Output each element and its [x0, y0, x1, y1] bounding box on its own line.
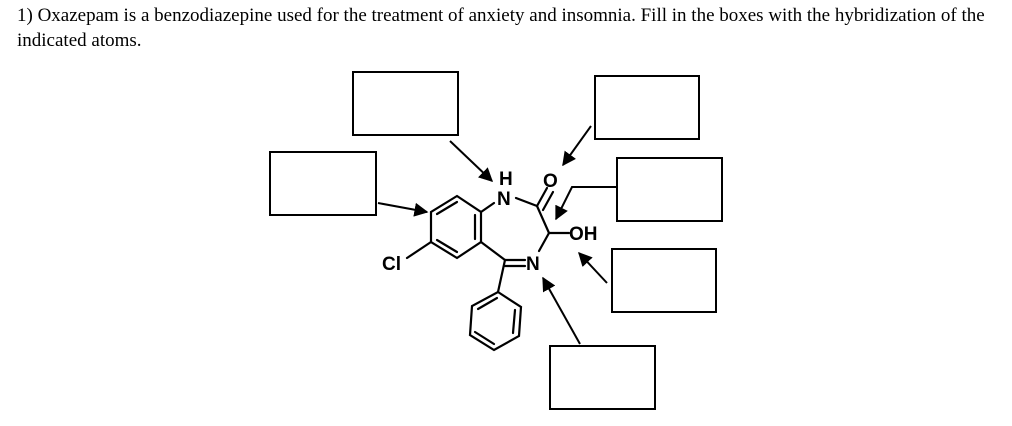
bond-lines: [407, 188, 569, 350]
question-text: 1) Oxazepam is a benzodiazepine used for the treatment of anxiety and insomnia. Fill in the boxes with the hybridization of the indicated atoms.: [17, 5, 985, 51]
atom-label-n-amide: N: [497, 189, 511, 210]
atom-label-h: H: [499, 169, 513, 190]
arrow-to-hydroxyl-o: [579, 253, 607, 283]
atom-label-oh: OH: [569, 224, 598, 245]
atom-label-n-imine: N: [526, 254, 540, 275]
atom-label-cl: Cl: [382, 254, 401, 275]
arrow-to-c-oh-carbon: [556, 187, 616, 219]
atom-label-o-carbonyl: O: [543, 171, 558, 192]
arrow-to-carbonyl-o: [563, 126, 591, 165]
arrow-to-imine-n: [543, 278, 580, 344]
arrow-to-nh: [450, 141, 492, 181]
arrow-to-aromatic-c: [378, 203, 427, 212]
